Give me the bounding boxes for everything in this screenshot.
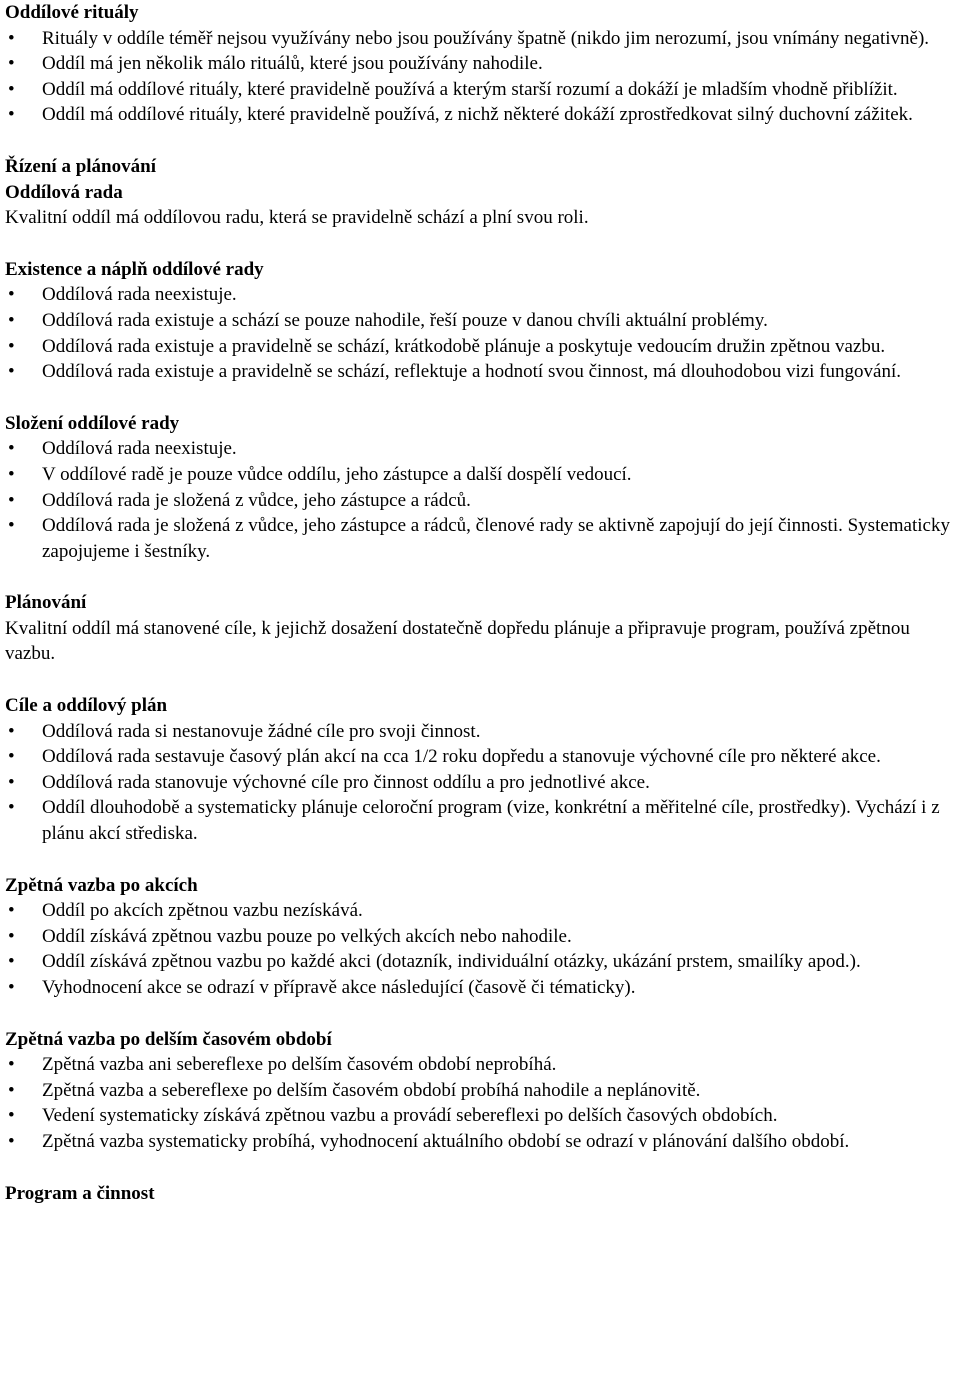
- section-heading-feedback-period: Zpětná vazba po delším časovém období: [5, 1028, 332, 1050]
- list-item: • Rituály v oddíle téměř nejsou využívány nebo jsou používány špatně (nikdo jim nerozumí, jsou vnímány negativně).: [5, 26, 955, 52]
- council-intro: Kvalitní oddíl má oddílovou radu, která se pravidelně schází a plní svou roli.: [5, 207, 589, 229]
- list-item: • Oddílová rada neexistuje.: [5, 282, 955, 308]
- list-item: • Oddílová rada existuje a pravidelně se schází, krátkodobě plánuje a poskytuje vedoucím družin zpětnou vazbu.: [5, 334, 955, 360]
- section-heading-management: Řízení a plánování: [5, 155, 156, 177]
- feedback-events-list: [5, 898, 955, 1000]
- subheading-council: Oddílová rada: [5, 181, 123, 203]
- list-item: • Oddílová rada je složená z vůdce, jeho zástupce a rádců, členové rady se aktivně zapojují do její činnosti. Systematicky zapojujeme i šestníky.: [5, 513, 955, 564]
- list-item: • Oddílová rada si nestanovuje žádné cíle pro svoji činnost.: [5, 719, 955, 745]
- list-item: • Oddíl získává zpětnou vazbu pouze po velkých akcích nebo nahodile.: [5, 924, 955, 950]
- planning-intro: Kvalitní oddíl má stanovené cíle, k jejichž dosažení dostatečně dopředu plánuje a připravuje program, používá zpětnou vazbu.: [5, 617, 910, 665]
- feedback-period-list: [5, 1052, 955, 1154]
- rituals-list: [5, 26, 955, 128]
- list-item: • V oddílové radě je pouze vůdce oddílu, jeho zástupce a další dospělí vedoucí.: [5, 462, 955, 488]
- council-existence-list: [5, 282, 955, 384]
- list-item: • Oddílová rada je složená z vůdce, jeho zástupce a rádců.: [5, 488, 955, 514]
- list-item: • Oddílová rada stanovuje výchovné cíle pro činnost oddílu a pro jednotlivé akce.: [5, 770, 955, 796]
- list-item: • Oddíl má jen několik málo rituálů, které jsou používány nahodile.: [5, 51, 955, 77]
- goals-list: [5, 719, 955, 847]
- list-item: • Oddíl má oddílové rituály, které pravidelně používá a kterým starší rozumí a dokáží je mladším vhodně přiblížit.: [5, 77, 955, 103]
- section-heading-council-composition: Složení oddílové rady: [5, 412, 180, 434]
- list-item: • Zpětná vazba systematicky probíhá, vyhodnocení aktuálního období se odrazí v plánování dalšího období.: [5, 1129, 955, 1155]
- list-item: • Zpětná vazba a sebereflexe po delším časovém období probíhá nahodile a neplánovitě.: [5, 1078, 955, 1104]
- section-heading-goals: Cíle a oddílový plán: [5, 695, 168, 717]
- section-heading-rituals: Oddílové rituály: [5, 2, 139, 23]
- section-heading-planning: Plánování: [5, 592, 87, 614]
- list-item: • Oddílová rada sestavuje časový plán akcí na cca 1/2 roku dopředu a stanovuje výchovné cíle pro některé akce.: [5, 744, 955, 770]
- list-item: • Vyhodnocení akce se odrazí v přípravě akce následující (časově či tématicky).: [5, 975, 955, 1001]
- section-heading-feedback-events: Zpětná vazba po akcích: [5, 874, 198, 896]
- list-item: • Oddíl dlouhodobě a systematicky plánuje celoroční program (vize, konkrétní a měřitelné cíle, prostředky). Vychází i z plánu akcí střediska.: [5, 795, 955, 846]
- list-item: • Oddíl získává zpětnou vazbu po každé akci (dotazník, individuální otázky, ukázání prstem, smailíky apod.).: [5, 949, 955, 975]
- section-heading-program: Program a činnost: [5, 1182, 155, 1204]
- section-heading-council-existence: Existence a náplň oddílové rady: [5, 258, 264, 280]
- list-item: • Oddílová rada existuje a pravidelně se schází, reflektuje a hodnotí svou činnost, má dlouhodobou vizi fungování.: [5, 359, 955, 385]
- council-composition-list: [5, 436, 955, 564]
- list-item: • Zpětná vazba ani sebereflexe po delším časovém období neprobíhá.: [5, 1052, 955, 1078]
- list-item: • Oddíl má oddílové rituály, které pravidelně používá, z nichž některé dokáží zprostředkovat silný duchovní zážitek.: [5, 102, 955, 128]
- list-item: • Oddíl po akcích zpětnou vazbu nezískává.: [5, 898, 955, 924]
- list-item: • Oddílová rada existuje a schází se pouze nahodile, řeší pouze v danou chvíli aktuální problémy.: [5, 308, 955, 334]
- list-item: • Oddílová rada neexistuje.: [5, 436, 955, 462]
- list-item: • Vedení systematicky získává zpětnou vazbu a provádí sebereflexi po delších časových obdobích.: [5, 1103, 955, 1129]
